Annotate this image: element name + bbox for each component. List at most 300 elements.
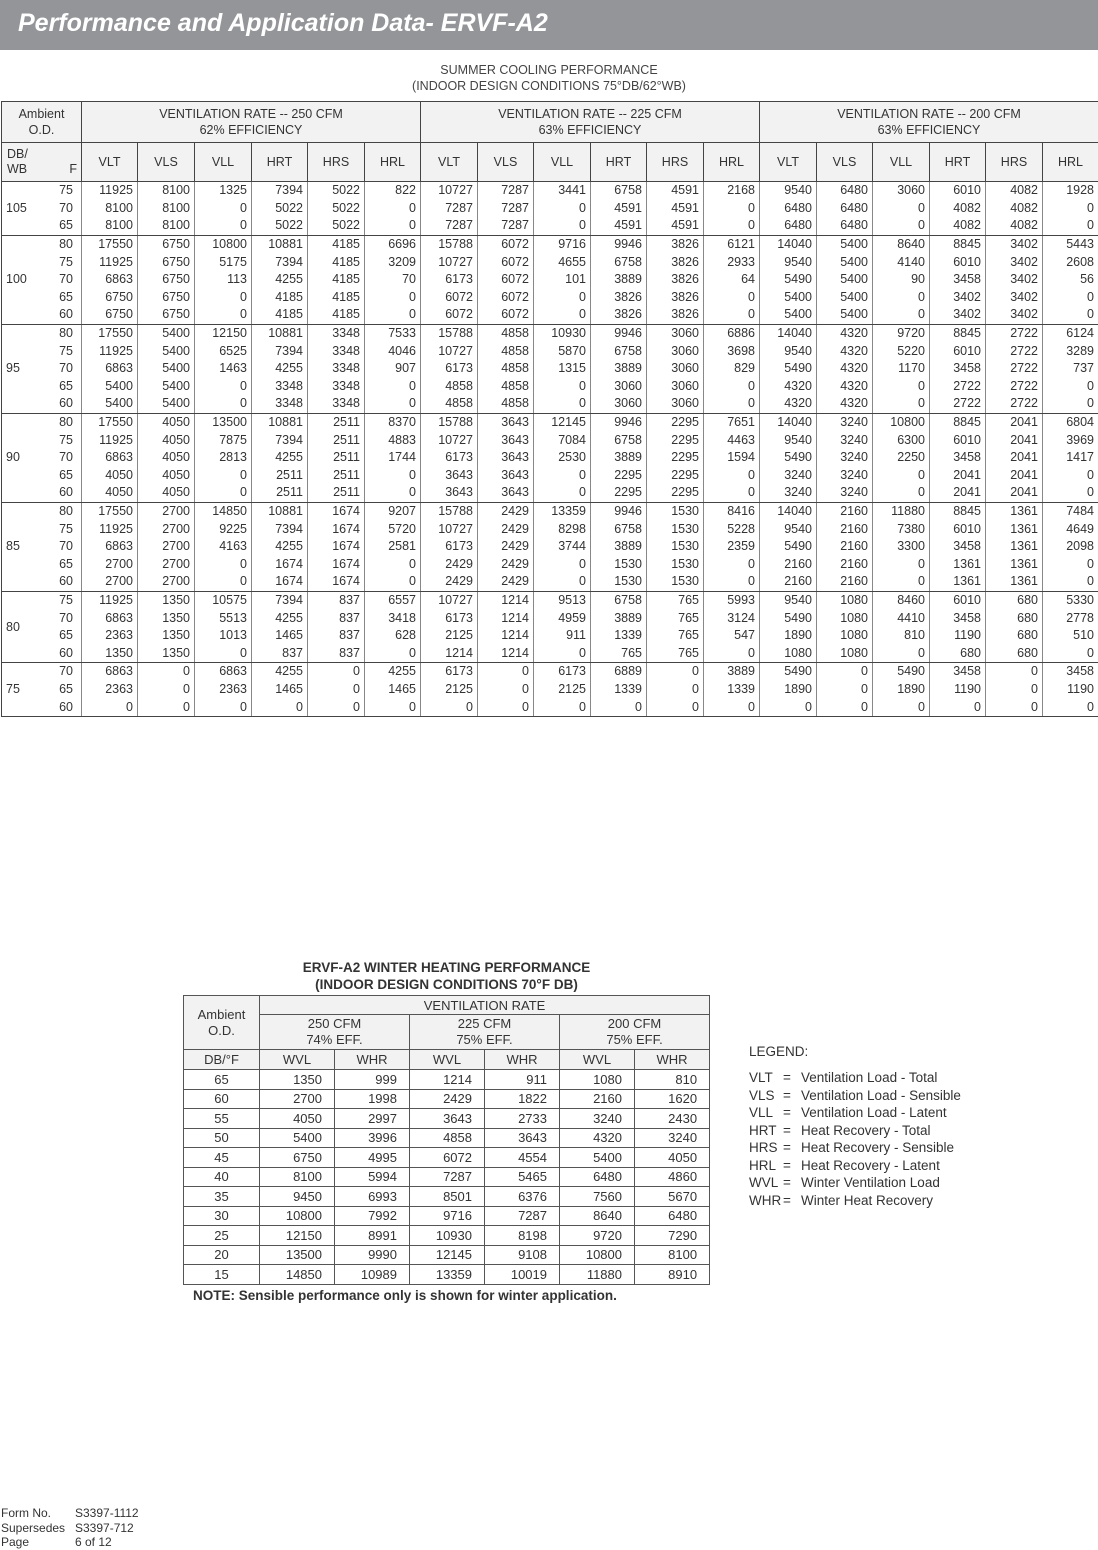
data-cell: 4082 bbox=[986, 182, 1043, 200]
data-cell: 3643 bbox=[478, 431, 534, 449]
table-row bbox=[2, 235, 1098, 253]
data-cell: 4591 bbox=[647, 182, 704, 200]
legend-abbr: VLL bbox=[749, 1104, 783, 1122]
legend-item bbox=[749, 1069, 961, 1087]
data-cell: 680 bbox=[986, 627, 1043, 645]
data-cell: 6072 bbox=[478, 235, 534, 253]
data-cell: 3348 bbox=[252, 378, 308, 396]
table-row bbox=[2, 324, 1098, 342]
data-cell: 0 bbox=[817, 681, 873, 699]
data-cell: 1417 bbox=[1043, 449, 1098, 467]
winter-table-row bbox=[184, 1128, 710, 1148]
data-cell: 2041 bbox=[986, 431, 1043, 449]
winter-data-cell: 6376 bbox=[485, 1187, 560, 1207]
data-cell: 1890 bbox=[760, 627, 817, 645]
data-cell: 0 bbox=[1043, 555, 1098, 573]
data-cell: 4255 bbox=[252, 663, 308, 681]
row-label-cell bbox=[2, 182, 82, 200]
data-cell: 2125 bbox=[421, 681, 478, 699]
data-cell: 2041 bbox=[930, 484, 986, 502]
data-cell: 0 bbox=[986, 663, 1043, 681]
wb-value: 60 bbox=[59, 395, 73, 412]
winter-data-cell: 3240 bbox=[560, 1109, 635, 1129]
data-cell: 10727 bbox=[421, 520, 478, 538]
data-cell: 6750 bbox=[138, 271, 195, 289]
data-cell: 680 bbox=[930, 644, 986, 662]
data-cell: 8370 bbox=[365, 413, 421, 431]
winter-data-cell: 8910 bbox=[635, 1265, 710, 1285]
winter-column-row bbox=[184, 1050, 710, 1070]
row-label-cell bbox=[2, 698, 82, 716]
winter-data-cell: 2700 bbox=[260, 1089, 335, 1109]
data-cell: 5400 bbox=[817, 306, 873, 324]
cfm-header-250 bbox=[260, 1015, 410, 1050]
data-cell: 1361 bbox=[986, 538, 1043, 556]
column-header-vll: VLL bbox=[195, 143, 252, 182]
legend-desc: Ventilation Load - Latent bbox=[801, 1105, 947, 1120]
winter-data-cell: 4050 bbox=[260, 1109, 335, 1129]
data-cell: 4858 bbox=[478, 360, 534, 378]
legend-equals: = bbox=[783, 1122, 801, 1140]
data-cell: 0 bbox=[534, 395, 591, 413]
data-cell: 2700 bbox=[138, 573, 195, 591]
data-cell: 4185 bbox=[252, 306, 308, 324]
data-cell: 1465 bbox=[252, 627, 308, 645]
data-cell: 14850 bbox=[195, 502, 252, 520]
cfm-rate: 200 CFM bbox=[560, 1016, 709, 1032]
data-cell: 0 bbox=[986, 681, 1043, 699]
data-cell: 2813 bbox=[195, 449, 252, 467]
wb-value: 65 bbox=[59, 556, 73, 573]
winter-table-row bbox=[184, 1206, 710, 1226]
data-cell: 2295 bbox=[591, 467, 647, 485]
data-cell: 14040 bbox=[760, 235, 817, 253]
data-cell: 90 bbox=[873, 271, 930, 289]
data-cell: 1214 bbox=[421, 644, 478, 662]
data-cell: 5400 bbox=[138, 360, 195, 378]
legend-abbr: HRS bbox=[749, 1139, 783, 1157]
data-cell: 2429 bbox=[478, 520, 534, 538]
legend-equals: = bbox=[783, 1192, 801, 1210]
summer-caption-title: SUMMER COOLING PERFORMANCE bbox=[0, 62, 1098, 78]
data-cell: 8640 bbox=[873, 235, 930, 253]
data-cell: 911 bbox=[534, 627, 591, 645]
row-label-cell bbox=[2, 324, 82, 342]
data-cell: 6072 bbox=[478, 253, 534, 271]
winter-data-cell: 5994 bbox=[335, 1167, 410, 1187]
data-cell: 56 bbox=[1043, 271, 1098, 289]
data-cell: 0 bbox=[873, 467, 930, 485]
data-cell: 6696 bbox=[365, 235, 421, 253]
table-row bbox=[2, 609, 1098, 627]
data-cell: 5330 bbox=[1043, 591, 1098, 609]
data-cell: 5220 bbox=[873, 342, 930, 360]
data-cell: 8100 bbox=[138, 200, 195, 218]
data-cell: 5400 bbox=[760, 289, 817, 307]
legend-equals: = bbox=[783, 1139, 801, 1157]
data-cell: 7394 bbox=[252, 591, 308, 609]
data-cell: 11925 bbox=[82, 253, 138, 271]
legend-abbr: VLS bbox=[749, 1087, 783, 1105]
data-cell: 11925 bbox=[82, 182, 138, 200]
db-value: 40 bbox=[184, 1167, 260, 1187]
data-cell: 0 bbox=[704, 217, 760, 235]
data-cell: 3240 bbox=[817, 449, 873, 467]
cfm-eff: 75% EFF. bbox=[410, 1032, 559, 1048]
column-header-vlt: VLT bbox=[760, 143, 817, 182]
data-cell: 9540 bbox=[760, 431, 817, 449]
data-cell: 7394 bbox=[252, 431, 308, 449]
summer-table-body bbox=[2, 182, 1098, 717]
data-cell: 0 bbox=[1043, 200, 1098, 218]
data-cell: 1339 bbox=[591, 627, 647, 645]
data-cell: 3348 bbox=[308, 378, 365, 396]
data-cell: 5400 bbox=[817, 271, 873, 289]
legend-equals: = bbox=[783, 1157, 801, 1175]
data-cell: 11925 bbox=[82, 591, 138, 609]
winter-data-cell: 10989 bbox=[335, 1265, 410, 1285]
wb-value: 60 bbox=[59, 484, 73, 501]
row-label-cell bbox=[2, 200, 82, 218]
data-cell: 1465 bbox=[365, 681, 421, 699]
db-value: 25 bbox=[184, 1226, 260, 1246]
data-cell: 837 bbox=[252, 644, 308, 662]
data-cell: 2722 bbox=[986, 324, 1043, 342]
row-label-cell bbox=[2, 520, 82, 538]
row-label-cell bbox=[2, 573, 82, 591]
data-cell: 3458 bbox=[930, 538, 986, 556]
row-label-cell bbox=[2, 235, 82, 253]
data-cell: 7084 bbox=[534, 431, 591, 449]
table-row bbox=[2, 555, 1098, 573]
winter-data-cell: 999 bbox=[335, 1070, 410, 1090]
data-cell: 4858 bbox=[478, 395, 534, 413]
data-cell: 2722 bbox=[986, 342, 1043, 360]
data-cell: 0 bbox=[365, 378, 421, 396]
data-cell: 4185 bbox=[308, 271, 365, 289]
data-cell: 3402 bbox=[930, 289, 986, 307]
data-cell: 2608 bbox=[1043, 253, 1098, 271]
winter-caption bbox=[183, 959, 710, 993]
footer-value: S3397-1112 bbox=[75, 1506, 139, 1520]
cfm-eff: 75% EFF. bbox=[560, 1032, 709, 1048]
data-cell: 0 bbox=[365, 644, 421, 662]
table-row bbox=[2, 271, 1098, 289]
data-cell: 7394 bbox=[252, 253, 308, 271]
data-cell: 17550 bbox=[82, 235, 138, 253]
data-cell: 3240 bbox=[817, 484, 873, 502]
data-cell: 14040 bbox=[760, 324, 817, 342]
row-label-cell bbox=[2, 253, 82, 271]
data-cell: 5490 bbox=[873, 663, 930, 681]
data-cell: 0 bbox=[873, 395, 930, 413]
data-cell: 0 bbox=[873, 573, 930, 591]
data-cell: 2511 bbox=[308, 449, 365, 467]
column-header-hrl: HRL bbox=[365, 143, 421, 182]
winter-data-cell: 12145 bbox=[410, 1245, 485, 1265]
data-cell: 4082 bbox=[930, 217, 986, 235]
data-cell: 0 bbox=[1043, 484, 1098, 502]
data-cell: 0 bbox=[365, 484, 421, 502]
data-cell: 5443 bbox=[1043, 235, 1098, 253]
data-cell: 6758 bbox=[591, 182, 647, 200]
data-cell: 7875 bbox=[195, 431, 252, 449]
table-row bbox=[2, 200, 1098, 218]
data-cell: 4320 bbox=[817, 360, 873, 378]
data-cell: 4255 bbox=[252, 449, 308, 467]
data-cell: 3458 bbox=[930, 360, 986, 378]
winter-data-cell: 5465 bbox=[485, 1167, 560, 1187]
wb-value: 60 bbox=[59, 645, 73, 662]
data-cell: 2511 bbox=[308, 484, 365, 502]
data-cell: 4082 bbox=[986, 200, 1043, 218]
legend-desc: Ventilation Load - Sensible bbox=[801, 1088, 961, 1103]
data-cell: 3889 bbox=[704, 663, 760, 681]
wb-value: 80 bbox=[59, 236, 73, 253]
data-cell: 2041 bbox=[930, 467, 986, 485]
footer bbox=[1, 1506, 139, 1550]
data-cell: 5400 bbox=[82, 378, 138, 396]
data-cell: 6758 bbox=[591, 431, 647, 449]
data-cell: 0 bbox=[873, 217, 930, 235]
data-cell: 0 bbox=[365, 573, 421, 591]
data-cell: 64 bbox=[704, 271, 760, 289]
data-cell: 3889 bbox=[591, 271, 647, 289]
row-label-cell bbox=[2, 431, 82, 449]
winter-data-cell: 10019 bbox=[485, 1265, 560, 1285]
column-header-hrs: HRS bbox=[308, 143, 365, 182]
footer-label: Page bbox=[1, 1535, 75, 1550]
table-row bbox=[2, 306, 1098, 324]
data-cell: 1530 bbox=[647, 555, 704, 573]
winter-data-cell: 4995 bbox=[335, 1148, 410, 1168]
legend-abbr: HRT bbox=[749, 1122, 783, 1140]
data-cell: 1361 bbox=[986, 573, 1043, 591]
data-cell: 3826 bbox=[591, 289, 647, 307]
data-cell: 1350 bbox=[82, 644, 138, 662]
table-row bbox=[2, 698, 1098, 716]
data-cell: 6480 bbox=[817, 217, 873, 235]
data-cell: 1530 bbox=[647, 502, 704, 520]
data-cell: 9540 bbox=[760, 342, 817, 360]
data-cell: 0 bbox=[308, 663, 365, 681]
winter-data-cell: 1620 bbox=[635, 1089, 710, 1109]
data-cell: 1339 bbox=[704, 681, 760, 699]
data-cell: 6863 bbox=[82, 663, 138, 681]
row-label-cell bbox=[2, 217, 82, 235]
data-cell: 1674 bbox=[308, 502, 365, 520]
data-cell: 3643 bbox=[478, 484, 534, 502]
data-cell: 0 bbox=[647, 698, 704, 716]
table-row bbox=[2, 591, 1098, 609]
data-cell: 1361 bbox=[986, 555, 1043, 573]
ambient-value: 80 bbox=[6, 619, 20, 636]
data-cell: 0 bbox=[873, 289, 930, 307]
data-cell: 12150 bbox=[195, 324, 252, 342]
data-cell: 4185 bbox=[308, 289, 365, 307]
data-cell: 0 bbox=[365, 306, 421, 324]
data-cell: 1080 bbox=[817, 591, 873, 609]
data-cell: 8100 bbox=[138, 217, 195, 235]
data-cell: 15788 bbox=[421, 235, 478, 253]
winter-data-cell: 3996 bbox=[335, 1128, 410, 1148]
column-header-hrs: HRS bbox=[647, 143, 704, 182]
wb-value: 75 bbox=[59, 182, 73, 199]
data-cell: 6758 bbox=[591, 342, 647, 360]
data-cell: 3744 bbox=[534, 538, 591, 556]
data-cell: 2363 bbox=[82, 627, 138, 645]
footer-label: Form No. bbox=[1, 1506, 75, 1521]
cfm-header-225 bbox=[410, 1015, 560, 1050]
data-cell: 2511 bbox=[308, 413, 365, 431]
data-cell: 4591 bbox=[647, 217, 704, 235]
table-row bbox=[2, 182, 1098, 200]
f-label: F bbox=[69, 162, 77, 176]
winter-data-cell: 7287 bbox=[410, 1167, 485, 1187]
data-cell: 0 bbox=[1043, 467, 1098, 485]
data-cell: 5228 bbox=[704, 520, 760, 538]
data-cell: 0 bbox=[195, 467, 252, 485]
data-cell: 1530 bbox=[647, 520, 704, 538]
data-cell: 0 bbox=[930, 698, 986, 716]
data-cell: 2700 bbox=[82, 573, 138, 591]
data-cell: 2700 bbox=[138, 555, 195, 573]
data-cell: 0 bbox=[252, 698, 308, 716]
data-cell: 4959 bbox=[534, 609, 591, 627]
data-cell: 1674 bbox=[308, 538, 365, 556]
data-cell: 1214 bbox=[478, 609, 534, 627]
footer-label: Supersedes bbox=[1, 1521, 75, 1536]
data-cell: 837 bbox=[308, 644, 365, 662]
winter-data-cell: 7287 bbox=[485, 1206, 560, 1226]
winter-data-cell: 1350 bbox=[260, 1070, 335, 1090]
row-label-cell bbox=[2, 609, 82, 627]
data-cell: 17550 bbox=[82, 413, 138, 431]
data-cell: 10727 bbox=[421, 253, 478, 271]
data-cell: 5400 bbox=[138, 395, 195, 413]
ambient-header bbox=[2, 102, 82, 143]
data-cell: 5022 bbox=[308, 217, 365, 235]
data-cell: 0 bbox=[591, 698, 647, 716]
wb-value: 75 bbox=[59, 592, 73, 609]
table-row bbox=[2, 378, 1098, 396]
data-cell: 3060 bbox=[647, 324, 704, 342]
data-cell: 2363 bbox=[195, 681, 252, 699]
row-label-cell bbox=[2, 663, 82, 681]
data-cell: 3643 bbox=[478, 413, 534, 431]
data-cell: 1594 bbox=[704, 449, 760, 467]
data-cell: 4320 bbox=[817, 378, 873, 396]
winter-table-row bbox=[184, 1245, 710, 1265]
section-rate: VENTILATION RATE -- 200 CFM bbox=[760, 106, 1098, 122]
data-cell: 1170 bbox=[873, 360, 930, 378]
data-cell: 510 bbox=[1043, 627, 1098, 645]
legend-desc: Winter Ventilation Load bbox=[801, 1175, 940, 1190]
legend-item bbox=[749, 1192, 961, 1210]
winter-data-cell: 2997 bbox=[335, 1109, 410, 1129]
data-cell: 3441 bbox=[534, 182, 591, 200]
data-cell: 837 bbox=[308, 609, 365, 627]
data-cell: 113 bbox=[195, 271, 252, 289]
data-cell: 6758 bbox=[591, 591, 647, 609]
data-cell: 4140 bbox=[873, 253, 930, 271]
data-cell: 6804 bbox=[1043, 413, 1098, 431]
data-cell: 5022 bbox=[308, 182, 365, 200]
winter-column-header-wvl: WVL bbox=[560, 1050, 635, 1070]
data-cell: 0 bbox=[195, 484, 252, 502]
data-cell: 0 bbox=[534, 644, 591, 662]
wb-value: 75 bbox=[59, 254, 73, 271]
winter-caption-title: ERVF-A2 WINTER HEATING PERFORMANCE bbox=[183, 959, 710, 976]
winter-data-cell: 3240 bbox=[635, 1128, 710, 1148]
data-cell: 6010 bbox=[930, 253, 986, 271]
winter-data-cell: 6993 bbox=[335, 1187, 410, 1207]
ambient-value: 105 bbox=[6, 200, 27, 217]
winter-data-cell: 4858 bbox=[410, 1128, 485, 1148]
data-cell: 2429 bbox=[421, 555, 478, 573]
data-cell: 0 bbox=[873, 555, 930, 573]
winter-data-cell: 13359 bbox=[410, 1265, 485, 1285]
data-cell: 1190 bbox=[930, 627, 986, 645]
data-cell: 2295 bbox=[647, 467, 704, 485]
data-cell: 3060 bbox=[591, 378, 647, 396]
data-cell: 10727 bbox=[421, 182, 478, 200]
data-cell: 2295 bbox=[647, 484, 704, 502]
data-cell: 2722 bbox=[986, 360, 1043, 378]
winter-column-header-wvl: WVL bbox=[410, 1050, 485, 1070]
data-cell: 6750 bbox=[138, 235, 195, 253]
data-cell: 1080 bbox=[817, 627, 873, 645]
table-row bbox=[2, 520, 1098, 538]
wb-value: 60 bbox=[59, 573, 73, 590]
winter-data-cell: 11880 bbox=[560, 1265, 635, 1285]
data-cell: 3240 bbox=[817, 413, 873, 431]
winter-data-cell: 5670 bbox=[635, 1187, 710, 1207]
wb-value: 70 bbox=[59, 610, 73, 627]
data-cell: 4255 bbox=[252, 360, 308, 378]
data-cell: 2700 bbox=[138, 538, 195, 556]
data-cell: 6863 bbox=[82, 271, 138, 289]
data-cell: 3889 bbox=[591, 449, 647, 467]
data-cell: 6863 bbox=[82, 538, 138, 556]
data-cell: 3826 bbox=[647, 235, 704, 253]
data-cell: 4320 bbox=[760, 378, 817, 396]
legend-equals: = bbox=[783, 1087, 801, 1105]
legend-equals: = bbox=[783, 1104, 801, 1122]
data-cell: 1361 bbox=[930, 555, 986, 573]
footer-value: 6 of 12 bbox=[75, 1535, 112, 1549]
data-cell: 0 bbox=[1043, 378, 1098, 396]
data-cell: 0 bbox=[421, 698, 478, 716]
data-cell: 2295 bbox=[591, 484, 647, 502]
data-cell: 9946 bbox=[591, 413, 647, 431]
data-cell: 15788 bbox=[421, 502, 478, 520]
row-label-cell bbox=[2, 289, 82, 307]
data-cell: 829 bbox=[704, 360, 760, 378]
data-cell: 8100 bbox=[82, 217, 138, 235]
data-cell: 3458 bbox=[930, 609, 986, 627]
data-cell: 7394 bbox=[252, 520, 308, 538]
data-cell: 4883 bbox=[365, 431, 421, 449]
data-cell: 0 bbox=[534, 467, 591, 485]
data-cell: 6010 bbox=[930, 431, 986, 449]
data-cell: 3458 bbox=[930, 271, 986, 289]
data-cell: 5022 bbox=[308, 200, 365, 218]
wb-value: 70 bbox=[59, 663, 73, 680]
winter-data-cell: 3643 bbox=[410, 1109, 485, 1129]
ambient-header-label: Ambient bbox=[2, 106, 81, 122]
data-cell: 6072 bbox=[478, 271, 534, 289]
